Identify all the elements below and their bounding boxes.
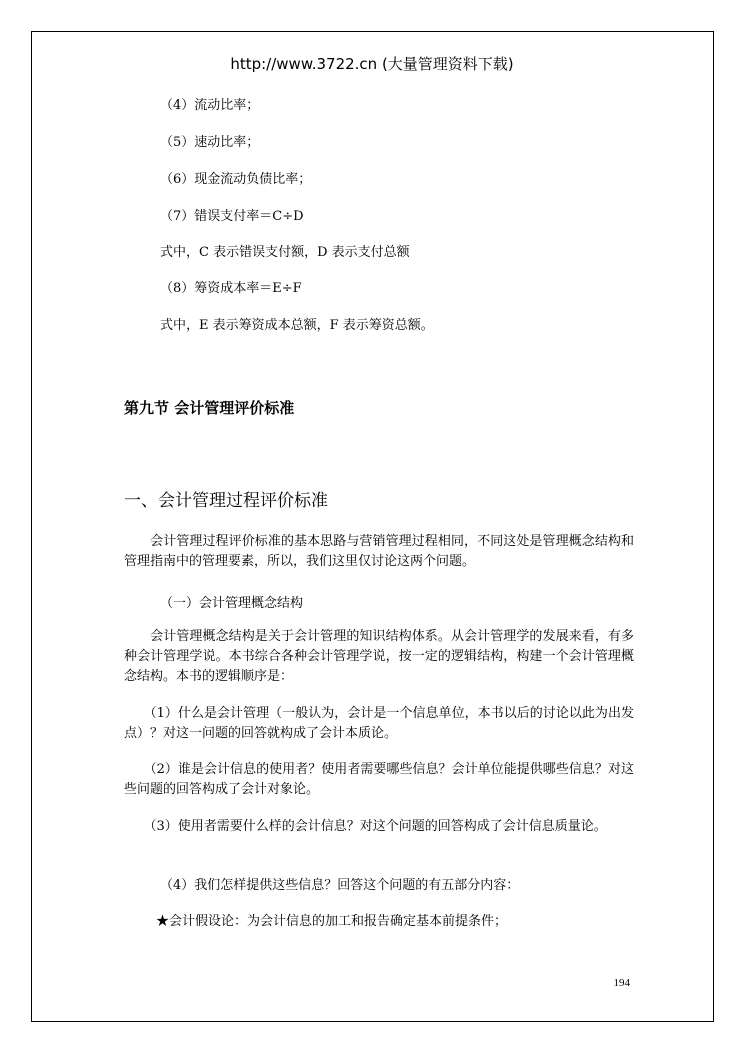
paragraph: （2）谁是会计信息的使用者？使用者需要哪些信息？会计单位能提供哪些信息？对这些问题的回答构成了会计对象论。 <box>124 762 634 797</box>
section-title: 第九节 会计管理评价标准 <box>124 399 295 417</box>
paragraph: （3）使用者需要什么样的会计信息？对这个问题的回答构成了会计信息质量论。 <box>124 819 607 834</box>
list-item: （5）速动比率； <box>160 135 260 150</box>
heading-1: 一、会计管理过程评价标准 <box>124 491 328 511</box>
paragraph: 会计管理概念结构是关于会计管理的知识结构体系。从会计管理学的发展来看，有多种会计管理学说。本书综合各种会计管理学说，按一定的逻辑结构，构建一个会计管理概念结构。本书的逻辑顺序是： <box>124 629 634 684</box>
page-number: 194 <box>613 977 630 989</box>
formula-explanation: 式中，E 表示筹资成本总额，F 表示筹资总额。 <box>160 318 434 333</box>
bullet-item: ★会计假设论：为会计信息的加工和报告确定基本前提条件； <box>156 914 508 929</box>
list-item: （4）流动比率； <box>160 98 260 113</box>
page-header-url: http://www.3722.cn (大量管理资料下载) <box>230 55 514 73</box>
formula-line: （8）筹资成本率＝E÷F <box>160 281 302 296</box>
formula-line: （7）错误支付率＝C÷D <box>160 209 304 224</box>
subheading: （一）会计管理概念结构 <box>160 596 304 611</box>
paragraph: （4）我们怎样提供这些信息？回答这个问题的有五部分内容： <box>160 878 520 893</box>
formula-explanation: 式中，C 表示错误支付额，D 表示支付总额 <box>160 245 410 260</box>
list-item: （6）现金流动负债比率； <box>160 172 312 187</box>
paragraph: 会计管理过程评价标准的基本思路与营销管理过程相同，不同这处是管理概念结构和管理指南中的管理要素，所以，我们这里仅讨论这两个问题。 <box>124 534 634 569</box>
paragraph: （1）什么是会计管理（一般认为，会计是一个信息单位，本书以后的讨论以此为出发点）？对这一问题的回答就构成了会计本质论。 <box>124 706 634 741</box>
